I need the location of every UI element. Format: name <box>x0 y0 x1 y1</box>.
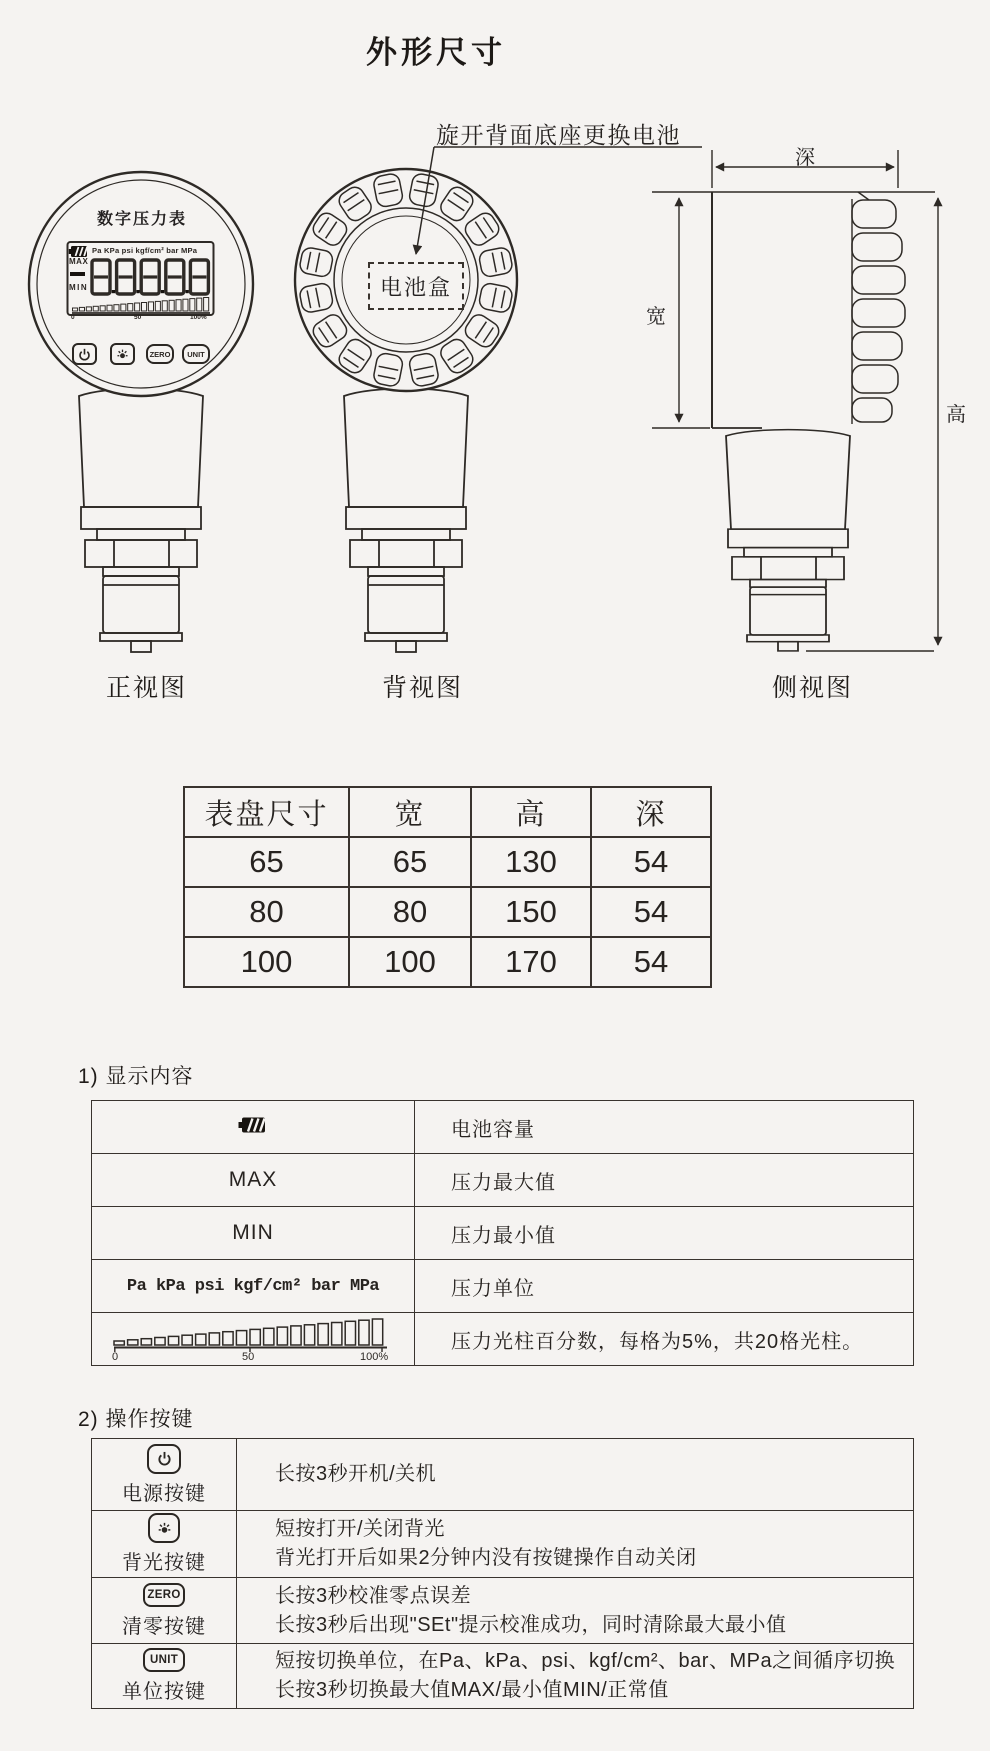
unit-key-cell <box>92 1644 237 1709</box>
unit-button[interactable]: UNIT <box>182 344 210 364</box>
display-content-table <box>91 1100 914 1366</box>
key-name: 清零按键 <box>122 1615 206 1638</box>
battery-icon <box>69 246 87 257</box>
table-row <box>92 1511 914 1578</box>
scale-0: 0 <box>112 1351 119 1362</box>
side-ribs <box>852 200 905 422</box>
front-view-label: 正视图 <box>106 674 188 702</box>
backlight-button[interactable] <box>110 343 135 365</box>
dim-label-height: 高 <box>946 404 967 426</box>
table-row <box>92 1578 914 1644</box>
dimension-lines <box>652 150 938 651</box>
table-row <box>184 937 711 987</box>
cell: 54 <box>591 837 711 887</box>
lcd-min-label: MIN <box>69 283 89 292</box>
description-line: 长按3秒开机/关机 <box>275 1463 437 1485</box>
display-section-heading: 1) 显示内容 <box>78 1065 194 1088</box>
back-view-label: 背视图 <box>382 674 464 702</box>
cell: 54 <box>591 887 711 937</box>
bar-graph-cell <box>92 1313 415 1366</box>
table-row <box>92 1154 914 1207</box>
key-name: 单位按键 <box>122 1681 206 1703</box>
power-button[interactable] <box>72 343 97 365</box>
cell: 80 <box>184 887 349 937</box>
description-line: 长按3秒后出现"SEt"提示校准成功，同时清除最大最小值 <box>275 1613 787 1636</box>
battery-symbol-cell <box>92 1101 415 1154</box>
side-view-label: 侧视图 <box>772 674 854 702</box>
battery-annotation: 旋开背面底座更换电池 <box>436 122 681 148</box>
table-header-row <box>184 787 711 837</box>
scale-50: 50 <box>242 1351 255 1362</box>
key-description <box>237 1644 914 1709</box>
symbol-description: 压力最小值 <box>415 1207 914 1260</box>
table-row <box>92 1644 914 1709</box>
table-row <box>92 1207 914 1260</box>
zero-key-button[interactable]: ZERO <box>143 1583 185 1607</box>
zero-button[interactable]: ZERO <box>146 344 174 364</box>
symbol-description: 压力光柱百分数，每格为5%，共20格光柱。 <box>415 1313 914 1366</box>
description-line: 背光打开后如果2分钟内没有按键操作自动关闭 <box>275 1547 697 1569</box>
min-symbol-cell: MIN <box>92 1207 415 1260</box>
cell: 100 <box>184 937 349 987</box>
cell: 100 <box>349 937 471 987</box>
table-row <box>92 1439 914 1511</box>
dim-label-depth: 深 <box>795 147 816 169</box>
units-symbol-cell: Pa kPa psi kgf/cm² bar MPa <box>92 1260 415 1313</box>
backlight-key-cell <box>92 1511 237 1578</box>
table-row <box>92 1260 914 1313</box>
symbol-description: 压力最大值 <box>415 1154 914 1207</box>
symbol-description: 压力单位 <box>415 1260 914 1313</box>
technical-drawing <box>0 0 990 740</box>
gauge-dial-title: 数字压力表 <box>97 211 188 228</box>
dim-label-width: 宽 <box>646 306 667 328</box>
dial-size-table <box>183 786 712 988</box>
power-icon <box>157 1451 172 1466</box>
cell: 54 <box>591 937 711 987</box>
battery-box: 电池盒 <box>368 262 464 310</box>
symbol-description: 电池容量 <box>415 1101 914 1154</box>
lcd-scale-100: 100% <box>190 314 207 321</box>
col-header-height: 高 <box>471 787 591 837</box>
backlight-icon <box>157 1521 172 1536</box>
side-view-drawing <box>652 150 938 651</box>
col-header-depth: 深 <box>591 787 711 837</box>
battery-icon <box>238 1116 268 1134</box>
key-name: 背光按键 <box>122 1552 206 1574</box>
backlight-icon <box>116 348 129 361</box>
key-description <box>237 1439 914 1511</box>
cell: 65 <box>349 837 471 887</box>
max-symbol-cell: MAX <box>92 1154 415 1207</box>
lcd-scale-50: 50 <box>134 314 142 321</box>
cell: 170 <box>471 937 591 987</box>
key-name: 电源按键 <box>122 1482 206 1505</box>
cell: 130 <box>471 837 591 887</box>
front-view-drawing <box>29 172 253 652</box>
operation-keys-table <box>91 1438 914 1709</box>
minus-sign-segment <box>70 272 85 276</box>
table-row <box>184 837 711 887</box>
cell: 65 <box>184 837 349 887</box>
col-header-dial-size: 表盘尺寸 <box>184 787 349 837</box>
col-header-width: 宽 <box>349 787 471 837</box>
key-description <box>237 1578 914 1644</box>
cell: 80 <box>349 887 471 937</box>
table-row <box>92 1101 914 1154</box>
page-title: 外形尺寸 <box>366 35 506 70</box>
keys-section-heading: 2) 操作按键 <box>78 1408 194 1431</box>
lcd-max-label: MAX <box>69 257 89 266</box>
backlight-key-button[interactable] <box>148 1513 180 1543</box>
lcd-units-label: Pa KPa psi kgf/cm² bar MPa <box>92 246 198 255</box>
key-description <box>237 1511 914 1578</box>
lcd-scale-0: 0 <box>71 314 75 321</box>
zero-key-cell <box>92 1578 237 1644</box>
power-key-button[interactable] <box>147 1444 181 1474</box>
scale-100: 100% <box>360 1351 389 1362</box>
back-view-drawing <box>295 147 702 652</box>
pressure-bar-graph-icon <box>110 1316 395 1362</box>
table-row <box>92 1313 914 1366</box>
description-line: 短按切换单位，在Pa、kPa、psi、kgf/cm²、bar、MPa之间循序切换 <box>275 1650 896 1672</box>
power-icon <box>78 348 91 361</box>
description-line: 短按打开/关闭背光 <box>275 1518 446 1540</box>
description-line: 长按3秒校准零点误差 <box>275 1584 472 1607</box>
cell: 150 <box>471 887 591 937</box>
power-key-cell <box>92 1439 237 1511</box>
unit-key-button[interactable]: UNIT <box>143 1648 185 1672</box>
table-row <box>184 887 711 937</box>
description-line: 长按3秒切换最大值MAX/最小值MIN/正常值 <box>275 1679 669 1701</box>
